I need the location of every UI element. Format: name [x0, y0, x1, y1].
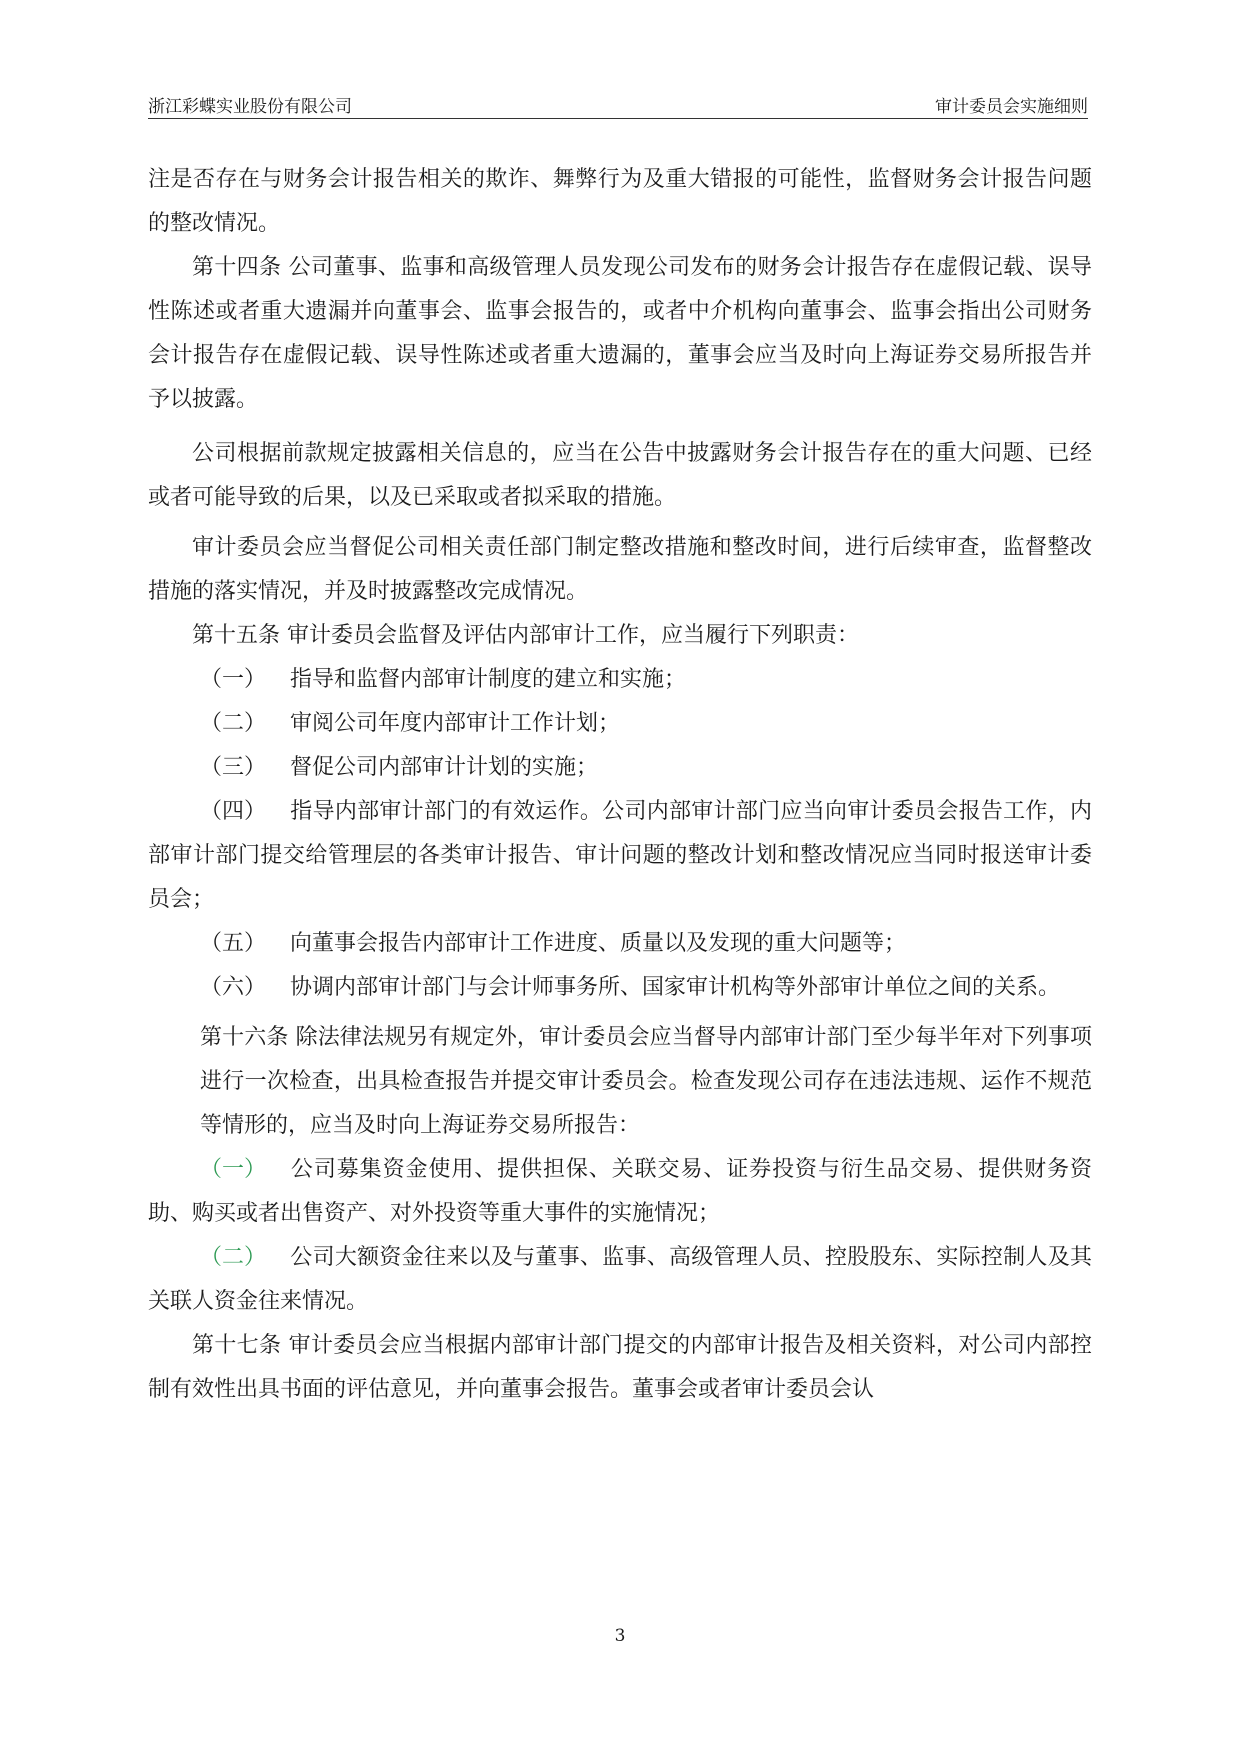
- item-number: （五）: [200, 931, 267, 956]
- article-14-paragraph-2: 公司根据前款规定披露相关信息的，应当在公告中披露财务会计报告存在的重大问题、已经或者可能导致的后果，以及已采取或者拟采取的措施。: [148, 441, 1092, 510]
- item-text: 督促公司内部审计计划的实施；: [290, 755, 599, 780]
- article-15-item-5: [148, 922, 1092, 966]
- article-17: 第十七条 审计委员会应当根据内部审计部门提交的内部审计报告及相关资料，对公司内部控制有效性出具书面的评估意见，并向董事会报告。董事会或者审计委员会认: [148, 1333, 1092, 1402]
- item-number: （四）: [200, 799, 267, 824]
- item-number: （二）: [200, 1245, 267, 1270]
- item-text: 指导内部审计部门的有效运作。公司内部审计部门应当向审计委员会报告工作，内部审计部门提交给管理层的各类审计报告、审计问题的整改计划和整改情况应当同时报送审计委员会；: [148, 799, 1092, 912]
- document-body: [148, 158, 1092, 1412]
- item-text: 公司大额资金往来以及与董事、监事、高级管理人员、控股股东、实际控制人及其关联人资金往来情况。: [148, 1245, 1092, 1314]
- article-15-item-4: [148, 790, 1092, 922]
- page-header: [148, 92, 1088, 119]
- article-15-item-6: [148, 966, 1092, 1010]
- item-text: 协调内部审计部门与会计师事务所、国家审计机构等外部审计单位之间的关系。: [290, 975, 1061, 1000]
- item-number: （三）: [200, 755, 267, 780]
- article-16-item-2: [148, 1236, 1092, 1324]
- item-number: （一）: [200, 667, 267, 692]
- header-document-title: 审计委员会实施细则: [935, 97, 1088, 117]
- article-16: 第十六条 除法律法规另有规定外，审计委员会应当督导内部审计部门至少每半年对下列事项进行一次检查，出具检查报告并提交审计委员会。检查发现公司存在违法违规、运作不规范等情形的，应当及时向上海证券交易所报告：: [200, 1025, 1092, 1138]
- article-15-item-3: [148, 746, 1092, 790]
- item-number: （六）: [200, 975, 267, 1000]
- item-number: （一）: [200, 1157, 267, 1182]
- item-text: 向董事会报告内部审计工作进度、质量以及发现的重大问题等；: [290, 931, 907, 956]
- header-company-name: 浙江彩蝶实业股份有限公司: [148, 97, 352, 117]
- item-text: 公司募集资金使用、提供担保、关联交易、证券投资与衍生品交易、提供财务资助、购买或者出售资产、对外投资等重大事件的实施情况；: [148, 1157, 1092, 1226]
- article-14-paragraph-3: 审计委员会应当督促公司相关责任部门制定整改措施和整改时间，进行后续审查，监督整改措施的落实情况，并及时披露整改完成情况。: [148, 535, 1092, 604]
- article-15-item-1: [148, 658, 1092, 702]
- article-16-item-1: [148, 1148, 1092, 1236]
- article-14: 第十四条 公司董事、监事和高级管理人员发现公司发布的财务会计报告存在虚假记载、误导性陈述或者重大遗漏并向董事会、监事会报告的，或者中介机构向董事会、监事会指出公司财务会计报告存在虚假记载、误导性陈述或者重大遗漏的，董事会应当及时向上海证券交易所报告并予以披露。: [148, 255, 1092, 412]
- item-text: 审阅公司年度内部审计工作计划；: [290, 711, 621, 736]
- item-text: 指导和监督内部审计制度的建立和实施；: [290, 667, 687, 692]
- article-15-item-2: [148, 702, 1092, 746]
- article-15: 第十五条 审计委员会监督及评估内部审计工作，应当履行下列职责：: [192, 623, 859, 648]
- paragraph-continuation: 注是否存在与财务会计报告相关的欺诈、舞弊行为及重大错报的可能性，监督财务会计报告问题的整改情况。: [148, 167, 1092, 236]
- page-number: 3: [614, 1626, 626, 1646]
- item-number: （二）: [200, 711, 267, 736]
